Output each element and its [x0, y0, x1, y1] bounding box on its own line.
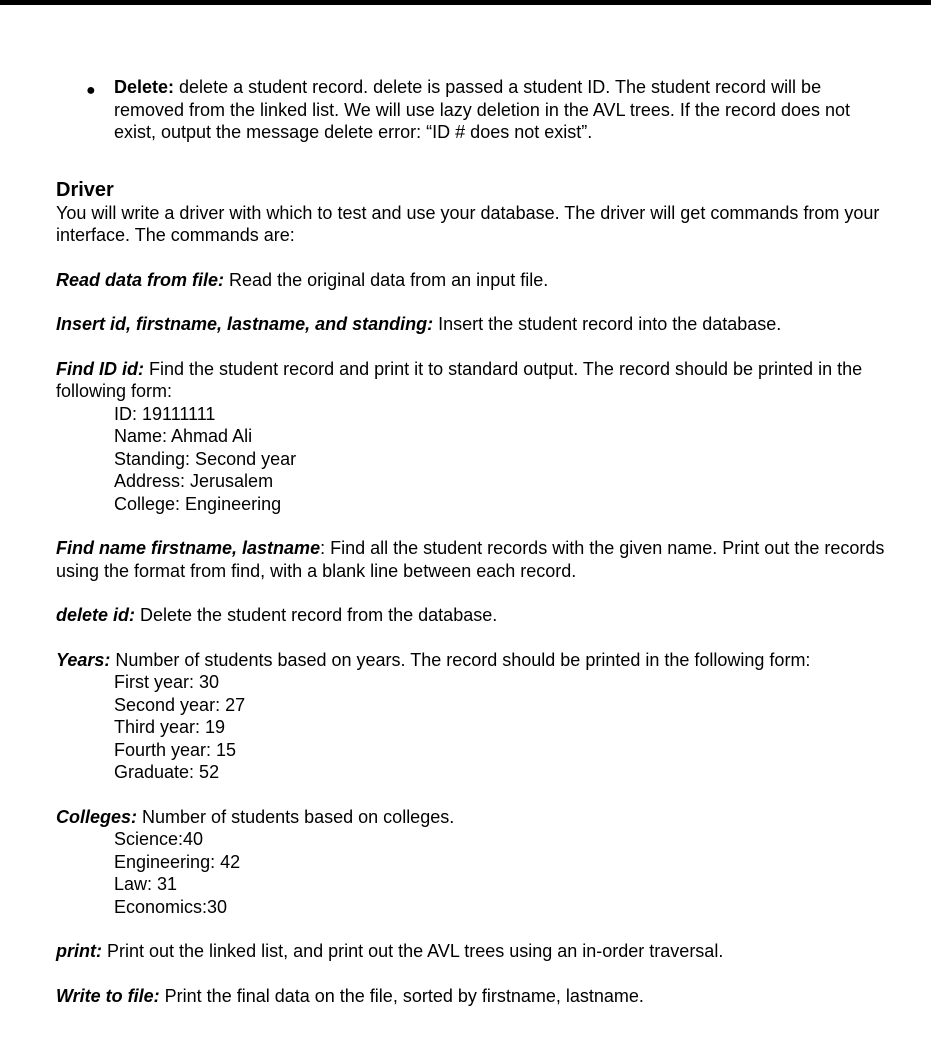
command-years-text: Number of students based on years. The record should be printed in the following form:	[110, 649, 811, 670]
command-years-label: Years:	[56, 649, 111, 670]
command-find-id	[56, 358, 888, 516]
command-find-name-text: : Find all the student records with the given name. Print out the records using the format from find, with a blank line between each record.	[56, 538, 885, 581]
command-delete-text: Delete the student record from the database.	[135, 605, 498, 625]
years-sample-output	[56, 671, 888, 784]
command-delete	[56, 604, 888, 627]
colleges-sample-output	[56, 828, 888, 918]
top-border	[0, 0, 931, 5]
sample-record-line: Name: Ahmad Ali	[114, 426, 253, 446]
command-colleges-text: Number of students based on colleges.	[137, 806, 455, 827]
command-delete-label: delete id:	[56, 605, 136, 625]
command-insert	[56, 313, 888, 336]
command-write-text: Print the final data on the file, sorted by firstname, lastname.	[159, 985, 644, 1006]
years-line: Second year: 27	[114, 694, 246, 715]
years-line: Third year: 19	[114, 717, 226, 737]
colleges-line: Economics:30	[114, 896, 228, 917]
command-write	[56, 985, 888, 1008]
sample-record-line: Address: Jerusalem	[114, 471, 274, 491]
command-insert-text: Insert the student record into the database.	[433, 314, 782, 334]
years-line: First year: 30	[114, 672, 220, 692]
years-line: Graduate: 52	[114, 762, 220, 782]
driver-heading: Driver	[56, 178, 114, 201]
colleges-line: Science:40	[114, 829, 204, 849]
sample-record-line: ID: 19111111	[114, 403, 216, 424]
command-insert-label: Insert id, firstname, lastname, and standing:	[56, 314, 434, 334]
command-find-name-label: Find name firstname, lastname	[56, 538, 321, 558]
command-read	[56, 269, 888, 292]
sample-record-line: Standing: Second year	[114, 448, 297, 469]
delete-bullet-paragraph	[114, 76, 888, 144]
command-colleges	[56, 806, 888, 919]
command-write-label: Write to file:	[56, 985, 160, 1006]
command-colleges-label: Colleges:	[56, 806, 138, 827]
bullet-icon: ●	[86, 82, 96, 99]
driver-section	[56, 178, 888, 247]
command-print-text: Print out the linked list, and print out the AVL trees using an in-order traversal.	[101, 941, 724, 961]
find-id-sample-record	[56, 403, 888, 516]
command-find-id-text: Find the student record and print it to standard output. The record should be printed in the following form:	[56, 358, 863, 401]
command-find-name	[56, 537, 888, 582]
command-print-label: print:	[56, 941, 102, 961]
sample-record-line: College: Engineering	[114, 493, 282, 514]
document-page	[56, 76, 888, 1029]
driver-intro: You will write a driver with which to test and use your database. The driver will get commands from your interface. The commands are:	[56, 202, 880, 245]
command-read-text: Read the original data from an input file.	[224, 269, 549, 290]
colleges-line: Engineering: 42	[114, 851, 241, 872]
colleges-line: Law: 31	[114, 874, 178, 894]
command-find-id-label: Find ID id:	[56, 358, 144, 379]
delete-bullet-text: delete a student record. delete is passed a student ID. The student record will be removed from the linked list. We will use lazy deletion in the AVL trees. If the record does not exist, output the message delete error: “ID # does not exist”.	[114, 77, 851, 142]
delete-bullet-label: Delete:	[114, 77, 175, 97]
command-years	[56, 649, 888, 784]
delete-bullet-item	[56, 76, 888, 144]
command-read-label: Read data from file:	[56, 269, 225, 290]
command-print	[56, 940, 888, 963]
years-line: Fourth year: 15	[114, 739, 237, 760]
